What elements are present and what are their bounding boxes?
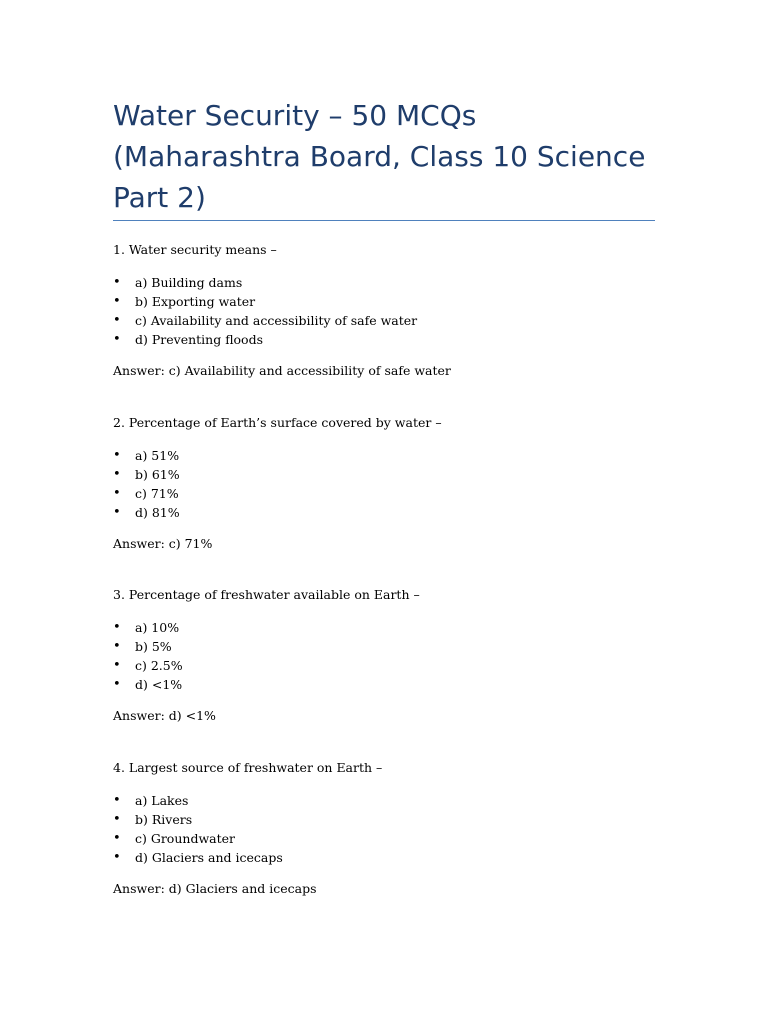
- option-text: c) Availability and accessibility of safe water: [135, 313, 418, 328]
- options-list: [113, 791, 655, 867]
- question-block: [113, 759, 655, 898]
- bullet-icon: •: [113, 313, 121, 328]
- option-item: [113, 637, 655, 656]
- option-item: [113, 829, 655, 848]
- option-text: a) 51%: [135, 448, 180, 463]
- option-item: [113, 810, 655, 829]
- answer-text: Answer: d) Glaciers and icecaps: [113, 881, 317, 896]
- question-text: 4. Largest source of freshwater on Earth –: [113, 760, 383, 775]
- bullet-icon: •: [113, 793, 121, 808]
- bullet-icon: •: [113, 467, 121, 482]
- question-block: [113, 586, 655, 725]
- bullet-icon: •: [113, 448, 121, 463]
- question-text: 1. Water security means –: [113, 242, 277, 257]
- bullet-icon: •: [113, 658, 121, 673]
- bullet-icon: •: [113, 639, 121, 654]
- option-item: [113, 656, 655, 675]
- option-text: c) 71%: [135, 486, 179, 501]
- option-text: a) 10%: [135, 620, 180, 635]
- option-text: c) 2.5%: [135, 658, 183, 673]
- question-block: [113, 414, 655, 553]
- option-item: [113, 330, 655, 349]
- question-text: 3. Percentage of freshwater available on Earth –: [113, 587, 420, 602]
- option-text: b) Exporting water: [135, 294, 256, 309]
- bullet-icon: •: [113, 620, 121, 635]
- option-item: [113, 484, 655, 503]
- option-item: [113, 465, 655, 484]
- option-text: b) Rivers: [135, 812, 193, 827]
- option-item: [113, 675, 655, 694]
- options-list: [113, 273, 655, 349]
- options-list: [113, 618, 655, 694]
- option-text: a) Lakes: [135, 793, 189, 808]
- option-item: [113, 848, 655, 867]
- option-text: d) <1%: [135, 677, 183, 692]
- bullet-icon: •: [113, 486, 121, 501]
- bullet-icon: •: [113, 812, 121, 827]
- option-text: b) 61%: [135, 467, 180, 482]
- option-item: [113, 311, 655, 330]
- options-list: [113, 446, 655, 522]
- option-item: [113, 273, 655, 292]
- option-item: [113, 503, 655, 522]
- question-text: 2. Percentage of Earth’s surface covered by water –: [113, 415, 442, 430]
- answer-text: Answer: c) 71%: [113, 536, 213, 551]
- option-text: c) Groundwater: [135, 831, 235, 846]
- option-item: [113, 446, 655, 465]
- answer-text: Answer: d) <1%: [113, 708, 216, 723]
- bullet-icon: •: [113, 332, 121, 347]
- answer-text: Answer: c) Availability and accessibility of safe water: [113, 363, 451, 378]
- option-text: b) 5%: [135, 639, 172, 654]
- question-block: [113, 241, 655, 380]
- option-text: d) Preventing floods: [135, 332, 263, 347]
- bullet-icon: •: [113, 677, 121, 692]
- document-title: Water Security – 50 MCQs (Maharashtra Board, Class 10 Science Part 2): [113, 99, 646, 214]
- option-item: [113, 618, 655, 637]
- bullet-icon: •: [113, 505, 121, 520]
- option-text: d) Glaciers and icecaps: [135, 850, 283, 865]
- bullet-icon: •: [113, 850, 121, 865]
- bullet-icon: •: [113, 275, 121, 290]
- bullet-icon: •: [113, 831, 121, 846]
- option-text: d) 81%: [135, 505, 180, 520]
- bullet-icon: •: [113, 294, 121, 309]
- title-underline: [113, 220, 655, 221]
- option-item: [113, 791, 655, 810]
- option-item: [113, 292, 655, 311]
- option-text: a) Building dams: [135, 275, 243, 290]
